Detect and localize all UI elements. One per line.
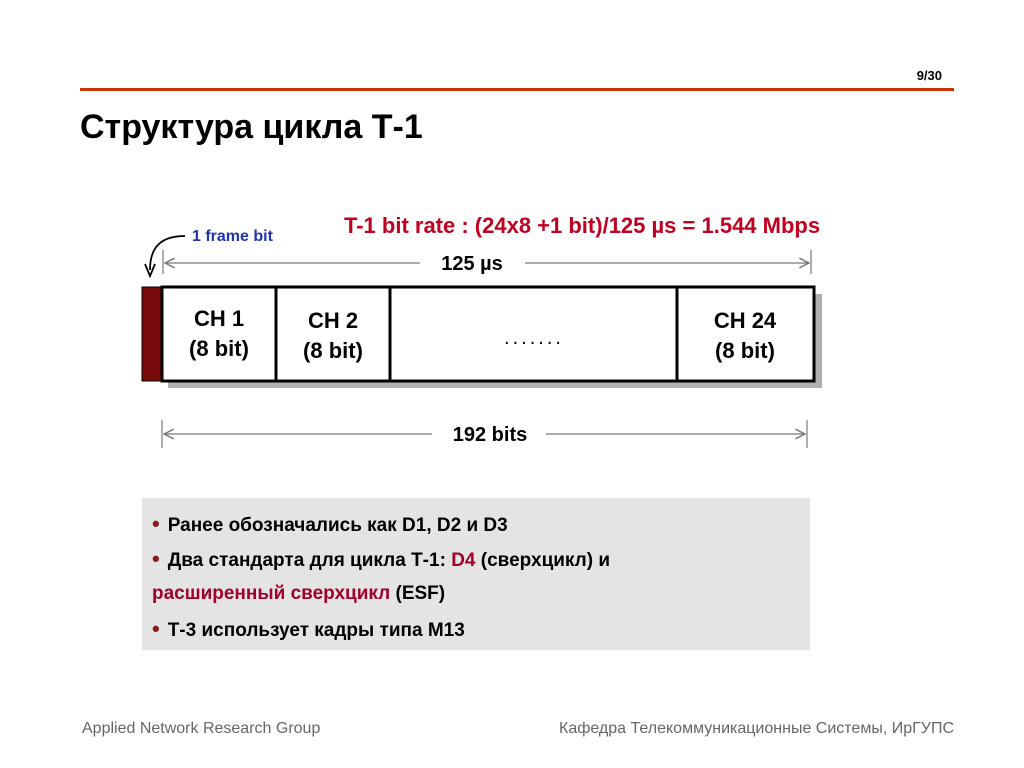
footer-right: Кафедра Телекоммуникационные Системы, ИрГУПС [559,720,954,737]
channel-name: CH 2 [307,308,359,333]
channel-bits: (8 bit) [715,338,775,363]
footer-left: Applied Network Research Group [82,720,321,737]
bit-rate-label: T-1 bit rate : (24x8 +1 bit)/125 µs = 1.544 Mbps [344,213,821,238]
channel-bits: (8 bit) [189,336,249,361]
channel-bits: (8 bit) [303,338,363,363]
note-text: Два стандарта для цикла Т-1: [167,550,452,571]
page-number: 9/30 [916,68,942,83]
bits-label: 192 bits [452,424,528,446]
bullet-icon: • [152,616,160,641]
page-title: Структура цикла Т-1 [80,108,423,146]
list-item [152,611,800,646]
frame-box [162,287,814,381]
note-text: (сверхцикл) и [475,550,611,571]
bullet-icon: • [152,511,160,536]
note-text: Т-3 использует кадры типа М13 [167,620,465,641]
list-item [152,506,800,541]
note-highlight: D4 [451,550,476,571]
note-text: (ESF) [390,583,446,604]
frame-bit-block [142,287,162,381]
channels-ellipsis: ....... [504,327,564,349]
list-item-continuation [152,576,800,611]
channel-name: CH 24 [713,308,777,333]
list-item [152,541,800,576]
note-highlight: расширенный сверхцикл [152,583,391,604]
bullet-icon: • [152,546,160,571]
duration-label: 125 µs [441,253,503,275]
notes-box [142,498,810,650]
frame-bit-label: 1 frame bit [192,228,273,245]
channel-name: CH 1 [193,306,245,331]
note-text: Ранее обозначались как D1, D2 и D3 [167,515,508,536]
